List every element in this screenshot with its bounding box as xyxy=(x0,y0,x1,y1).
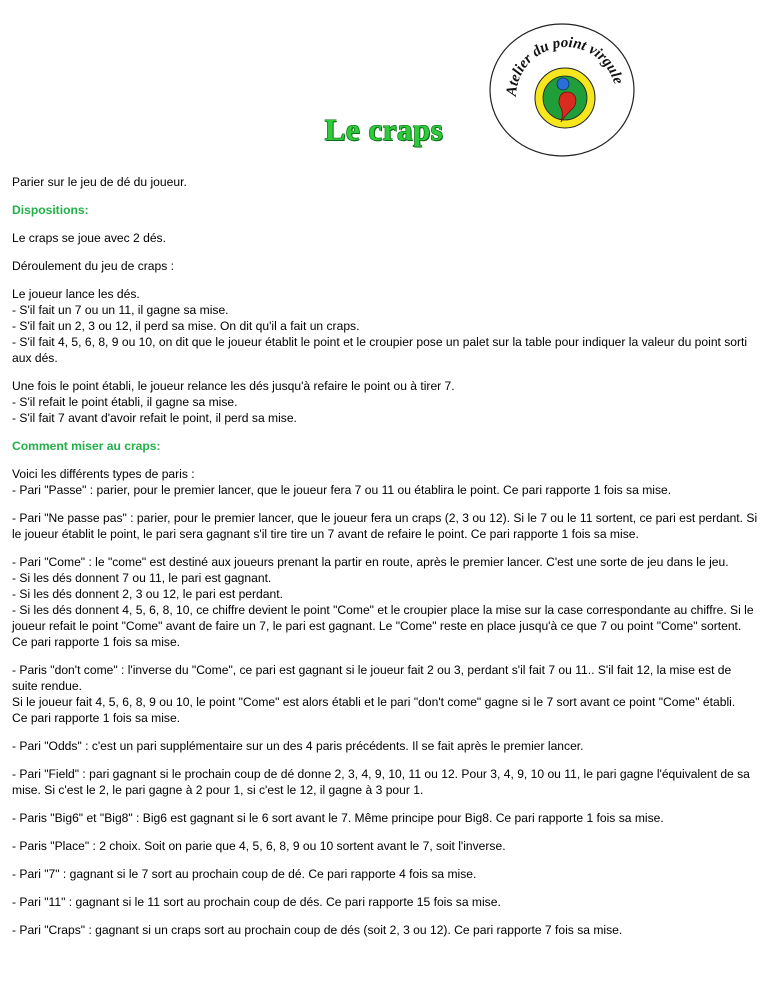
text-line: - S'il refait le point établi, il gagne sa mise. xyxy=(12,395,238,409)
text-line: - Pari "Craps" : gagnant si un craps sort au prochain coup de dés (soit 2, 3 ou 12). Ce pari rapporte 7 fois sa mise. xyxy=(12,923,623,937)
paragraph xyxy=(12,554,758,650)
paragraph xyxy=(12,766,758,798)
text-line: - S'il fait 7 avant d'avoir refait le point, il perd sa mise. xyxy=(12,411,297,425)
section-heading xyxy=(12,202,758,218)
paragraph xyxy=(12,866,758,882)
text-line: Voici les différents types de paris : xyxy=(12,467,195,481)
text-line: - Pari "7" : gagnant si le 7 sort au prochain coup de dé. Ce pari rapporte 4 fois sa mise. xyxy=(12,867,477,881)
paragraph xyxy=(12,174,758,190)
text-line: Parier sur le jeu de dé du joueur. xyxy=(12,175,187,189)
paragraph xyxy=(12,810,758,826)
text-line: - Pari "11" : gagnant si le 11 sort au prochain coup de dés. Ce pari rapporte 15 fois sa mise. xyxy=(12,895,501,909)
paragraph xyxy=(12,738,758,754)
text-line: - S'il fait 4, 5, 6, 8, 9 ou 10, on dit que le joueur établit le point et le croupier pose un palet sur la table pour indiquer la valeur du point sorti aux dés. xyxy=(12,335,748,365)
paragraph xyxy=(12,258,758,274)
logo-text: Atelier du point virgule xyxy=(503,34,627,97)
paragraph xyxy=(12,230,758,246)
text-line: - Pari "Ne passe pas" : parier, pour le premier lancer, que le joueur fera un craps (2, 3 ou 12). Si le 7 ou le 11 sortent, ce pari est perdant. Si le joueur établit le point, le pari sera gagnant s'il tire tire un 7 avant de refaire le point. Ce pari rapporte 1 fois sa mise. xyxy=(12,511,758,541)
section-heading xyxy=(12,438,758,454)
text-line: Déroulement du jeu de craps : xyxy=(12,259,175,273)
paragraph xyxy=(12,838,758,854)
text-line: - Pari "Odds" : c'est un pari supplémentaire sur un des 4 paris précédents. Il se fait après le premier lancer. xyxy=(12,739,584,753)
text-line: - Pari "Field" : pari gagnant si le prochain coup de dé donne 2, 3, 4, 9, 10, 11 ou 12. Pour 3, 4, 9, 10 ou 11, le pari gagne l'équivalent de sa mise. Si c'est le 2, le pari gagne à 2 pour 1, si c'est le 12, il gagne à 3 pour 1. xyxy=(12,767,750,797)
paragraph xyxy=(12,286,758,366)
text-line: Ce pari rapporte 1 fois sa mise. xyxy=(12,635,181,649)
text-line: - Pari "Come" : le "come" est destiné aux joueurs prenant la partir en route, après le premier lancer. C'est une sorte de jeu dans le jeu. xyxy=(12,555,729,569)
document-body xyxy=(12,174,758,950)
text-line: - Paris "Big6" et "Big8" : Big6 est gagnant si le 6 sort avant le 7. Même principe pour Big8. Ce pari rapporte 1 fois sa mise. xyxy=(12,811,664,825)
text-line: Ce pari rapporte 1 fois sa mise. xyxy=(12,711,181,725)
text-line: Si le joueur fait 4, 5, 6, 8, 9 ou 10, le point "Come" est alors établi et le pari "don't come" gagne si le 7 sort avant ce point "Come" établi. xyxy=(12,695,736,709)
paragraph xyxy=(12,466,758,498)
text-line: - Si les dés donnent 2, 3 ou 12, le pari est perdant. xyxy=(12,587,283,601)
text-line: Le craps se joue avec 2 dés. xyxy=(12,231,166,245)
text-line: Dispositions: xyxy=(12,203,89,217)
text-line: Comment miser au craps: xyxy=(12,439,161,453)
text-line: - Si les dés donnent 7 ou 11, le pari est gagnant. xyxy=(12,571,272,585)
logo-blue-dot-icon xyxy=(557,78,569,90)
paragraph xyxy=(12,510,758,542)
text-line: - Si les dés donnent 4, 5, 6, 8, 10, ce chiffre devient le point "Come" et le croupier place la mise sur la case correspondante au chiffre. Si le joueur refait le point "Come" avant de faire un 7, le pari est gagnant. Le "Come" reste en place jusqu'à ce que 7 ou point "Come" sortent. xyxy=(12,603,754,633)
paragraph xyxy=(12,922,758,938)
text-line: - Pari "Passe" : parier, pour le premier lancer, que le joueur fera 7 ou 11 ou établira le point. Ce pari rapporte 1 fois sa mise. xyxy=(12,483,672,497)
text-line: - Paris "Place" : 2 choix. Soit on parie que 4, 5, 6, 8, 9 ou 10 sortent avant le 7, soit l'inverse. xyxy=(12,839,506,853)
text-line: - S'il fait un 7 ou un 11, il gagne sa mise. xyxy=(12,303,229,317)
paragraph xyxy=(12,378,758,426)
page-title: Le craps xyxy=(324,112,444,147)
text-line: - S'il fait un 2, 3 ou 12, il perd sa mise. On dit qu'il a fait un craps. xyxy=(12,319,360,333)
text-line: - Paris "don't come" : l'inverse du "Come", ce pari est gagnant si le joueur fait 2 ou 3, perdant s'il fait 7 ou 11.. S'il fait 12, la mise est de suite rendue. xyxy=(12,663,732,693)
text-line: Le joueur lance les dés. xyxy=(12,287,140,301)
paragraph xyxy=(12,894,758,910)
text-line: Une fois le point établi, le joueur relance les dés jusqu'à refaire le point ou à tirer 7. xyxy=(12,379,455,393)
paragraph xyxy=(12,662,758,726)
